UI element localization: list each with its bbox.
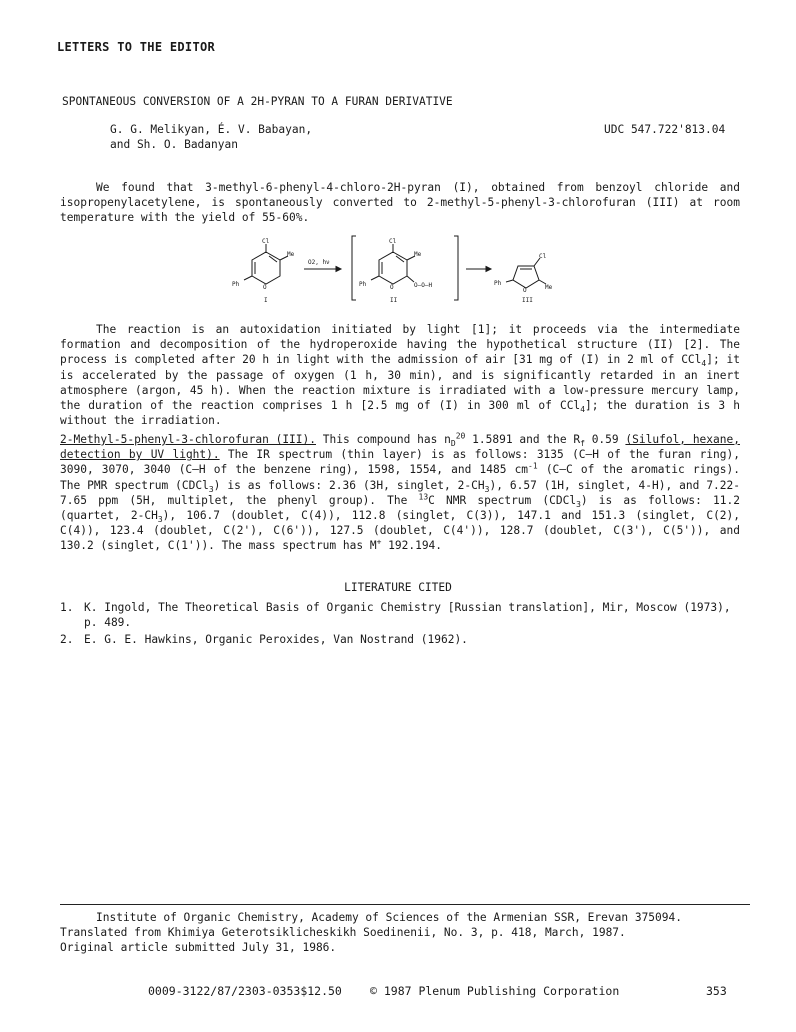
footnote-institute: Institute of Organic Chemistry, Academy of Sciences of the Armenian SSR, Erevan 375094. — [96, 911, 682, 924]
o-label-II: O — [390, 284, 394, 291]
me-label-II: Me — [414, 251, 422, 258]
reference-text: E. G. E. Hawkins, Organic Peroxides, Van Nostrand (1962). — [84, 633, 468, 647]
p3-text: ) is as follows: 2.36 (3H, singlet, 2-CH — [213, 478, 485, 492]
sub: f — [580, 439, 585, 449]
cl-label-III: Cl — [539, 253, 547, 260]
sub-4: 4 — [580, 405, 586, 415]
page-number: 353 — [706, 984, 727, 998]
authors — [110, 122, 312, 152]
reaction-scheme — [228, 232, 578, 314]
paragraph-intro: We found that 3-methyl-6-phenyl-4-chloro-2H-pyran (I), obtained from benzoyl chloride and isopropenylacetylene, is spontaneously converted to 2-methyl-5-phenyl-3-chlorofuran (III) at room temperature with the yield of 55-60%. — [60, 181, 740, 225]
ph-label-I: Ph — [232, 281, 240, 288]
o-label-III: O — [523, 287, 527, 294]
p3-text: C NMR spectrum (CDCl — [428, 493, 577, 507]
udc-code: UDC 547.722'813.04 — [604, 123, 726, 136]
footnote — [60, 910, 750, 956]
p3-text: This compound has n — [316, 433, 451, 446]
compound-title: 2-Methyl-5-phenyl-3-chlorofuran (III). — [60, 433, 316, 446]
structure-II — [371, 244, 415, 284]
authors-line-1: G. G. Melikyan, É. V. Babayan, — [110, 123, 313, 136]
structure-I — [244, 244, 288, 284]
sup: 13 — [418, 492, 429, 502]
sub: 3 — [157, 515, 163, 525]
p3-text: The IR spectrum (thin layer) is as follows: 3135 (C–H of the furan ring), 3090, 3070, 3040 (C–H of the benzene ring), 1598, 1554, and 1485 cm — [60, 448, 740, 477]
cl-label-II: Cl — [389, 238, 397, 245]
compound-label-III: III — [522, 297, 533, 304]
copyright: © 1987 Plenum Publishing Corporation — [370, 984, 620, 998]
o-label-I: O — [263, 284, 267, 291]
p3-text: 0.59 — [584, 433, 626, 446]
compound-label-I: I — [264, 297, 268, 304]
section-heading: LETTERS TO THE EDITOR — [57, 40, 216, 54]
sub: D — [450, 439, 456, 449]
sup: 20 — [455, 431, 466, 441]
compound-label-II: II — [390, 297, 398, 304]
sub: 3 — [484, 484, 490, 494]
brackets — [352, 236, 458, 300]
p3-text: ) is as follows: 11.2 (quartet, 2-CH — [60, 493, 740, 523]
me-label-I: Me — [287, 251, 295, 258]
sub: 3 — [576, 500, 581, 510]
reference-text: K. Ingold, The Theoretical Basis of Organic Chemistry [Russian translation], Mir, Moscow (1973), p. 489. — [84, 601, 731, 630]
structure-III — [506, 258, 546, 288]
sub: 3 — [208, 484, 214, 494]
citation-1: 1 — [477, 323, 485, 336]
sup: + — [376, 537, 382, 547]
sup: -1 — [528, 461, 538, 471]
p3-text: 1.5891 and the R — [465, 433, 581, 446]
authors-line-2: and Sh. O. Badanyan — [110, 138, 238, 152]
reference-number: 2. — [60, 633, 74, 647]
me-label-III: Me — [545, 284, 553, 291]
p2-text-c: ]; it is accelerated by the passage of oxygen (1 h, 30 min), and is significantly retarded in an inert atmosphere (argon, 45 h). When the reaction mixture is irradiated with a low-pressure mercury lamp, the duration of the reaction comprises 1 h [2.5 mg of (I) in 300 ml of CCl — [60, 353, 740, 413]
reference-item — [60, 600, 740, 630]
paragraph-mechanism — [60, 322, 740, 428]
ph-label-II: Ph — [359, 281, 367, 288]
footnote-translated: Translated from Khimiya Geterotsiklicheskikh Soedinenii, No. 3, p. 418, March, 1987. — [60, 926, 626, 940]
footnote-rule — [60, 904, 750, 905]
literature-heading: LITERATURE CITED — [344, 581, 452, 594]
reference-number: 1. — [60, 601, 74, 614]
reagent-label: O2, hν — [308, 259, 330, 266]
p2-text-d: ]; the duration is 3 h without the irradiation. — [60, 399, 740, 428]
article-code: 0009-3122/87/2303-0353$12.50 — [148, 984, 342, 998]
sub-4: 4 — [701, 359, 707, 369]
footnote-submitted: Original article submitted July 31, 1986. — [60, 941, 337, 955]
p2-text-b: ]; it proceeds via the intermediate formation and decomposition of the hydroperoxide having the hypothetical structure (II) [2]. The process is completed after 20 h in light with the admission of air [31 mg of (I) in 2 ml of CCl — [60, 323, 740, 367]
p3-text: 192.194. — [381, 539, 443, 553]
reference-item — [60, 632, 740, 647]
article-title: SPONTANEOUS CONVERSION OF A 2H-PYRAN TO A FURAN DERIVATIVE — [62, 95, 453, 108]
p3-text: (C–C of the aromatic rings). The PMR spectrum (CDCl — [60, 463, 741, 492]
ooh-label: O—O—H — [414, 282, 433, 289]
reference-list — [60, 600, 740, 650]
p2-text-a: The reaction is an autoxidation initiated by light [ — [96, 323, 478, 336]
ph-label-III: Ph — [494, 280, 502, 287]
p3-text: ), 106.7 (doublet, C(4)), 112.8 (singlet, C(3)), 147.1 and 151.3 (singlet, C(2), C(4)), 123.4 (doublet, C(2'), C(6')), 127.5 (doublet, C(4')), 128.7 (doublet, C(3'), C(5')), and 130.2 (singlet, C(1')). The mass spectrum has M — [60, 509, 741, 553]
arrow-2 — [466, 267, 491, 272]
tlc-conditions: (Silufol, hexane, detection by UV light). — [60, 433, 740, 462]
cl-label-I: Cl — [262, 238, 270, 245]
paragraph-characterization — [60, 432, 740, 554]
p3-text: ), 6.57 (1H, singlet, 4-H), and 7.22-7.65 ppm (5H, multiplet, the phenyl group). The — [60, 478, 740, 507]
arrow-1 — [304, 267, 341, 272]
